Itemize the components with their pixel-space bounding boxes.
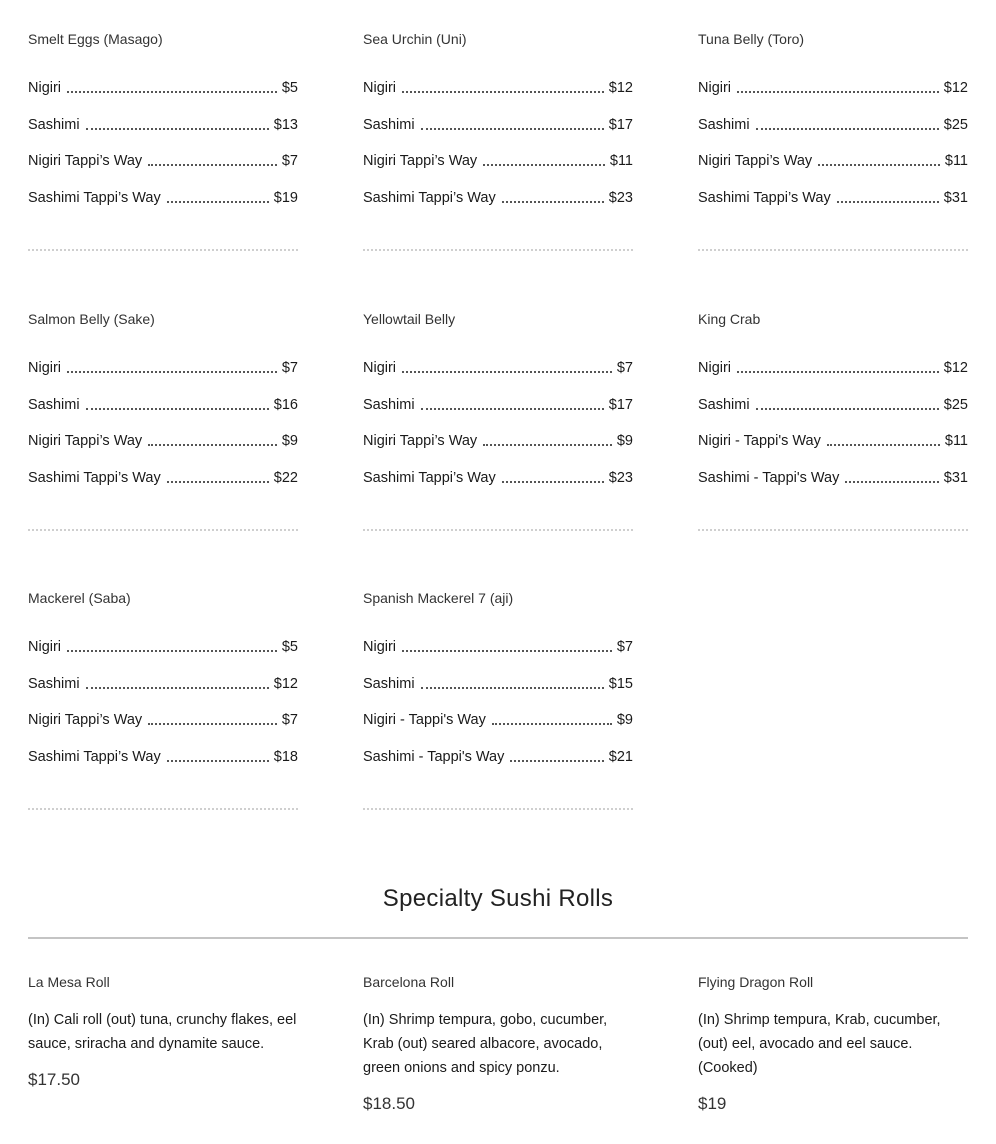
dot-leader xyxy=(67,91,277,93)
dot-leader xyxy=(737,371,939,373)
menu-section xyxy=(28,0,298,260)
dot-leader xyxy=(492,723,612,725)
dot-leader xyxy=(86,128,269,130)
menu-item-name: Sashimi Tappi’s Way xyxy=(698,190,831,206)
menu-item-name: Sashimi Tappi’s Way xyxy=(28,470,161,486)
menu-item xyxy=(28,674,298,694)
menu-item-price: $5 xyxy=(281,639,298,655)
menu-item-name: Sashimi Tappi’s Way xyxy=(28,190,161,206)
menu-item xyxy=(698,358,968,378)
menu-item-price: $9 xyxy=(616,712,633,728)
section-title: Smelt Eggs (Masago) xyxy=(28,31,163,47)
menu-item xyxy=(698,151,968,171)
menu-item-name: Sashimi xyxy=(363,676,415,692)
menu-item-price: $11 xyxy=(944,433,968,449)
dot-leader xyxy=(502,481,604,483)
dot-leader xyxy=(756,128,939,130)
dot-leader xyxy=(67,650,277,652)
menu-item-price: $23 xyxy=(608,190,633,206)
menu-item-name: Sashimi xyxy=(363,117,415,133)
dot-leader xyxy=(818,164,940,166)
menu-item xyxy=(698,431,968,451)
menu-item-price: $25 xyxy=(943,117,968,133)
section-title: Yellowtail Belly xyxy=(363,311,456,327)
menu-item-name: Nigiri Tappi’s Way xyxy=(363,433,478,449)
menu-item-name: Sashimi xyxy=(28,397,80,413)
roll-description: (In) Shrimp tempura, gobo, cucumber, Krab (out) seared albacore, avocado, green onions and spicy ponzu. xyxy=(363,1012,608,1076)
menu-item-name: Nigiri xyxy=(363,80,397,96)
menu-item xyxy=(28,637,298,657)
dot-leader xyxy=(737,91,939,93)
menu-item-name: Sashimi xyxy=(698,397,750,413)
roll-price: $17.50 xyxy=(28,1070,80,1089)
menu-item-price: $9 xyxy=(281,433,298,449)
menu-item-name: Sashimi Tappi’s Way xyxy=(363,470,496,486)
menu-item xyxy=(363,78,633,98)
dot-leader xyxy=(167,481,269,483)
section-divider xyxy=(28,249,298,251)
section-title: Tuna Belly (Toro) xyxy=(698,31,805,47)
dot-leader xyxy=(845,481,938,483)
menu-item xyxy=(363,358,633,378)
menu-item-name: Sashimi - Tappi's Way xyxy=(698,470,840,486)
menu-item-name: Nigiri Tappi’s Way xyxy=(28,433,143,449)
menu-item xyxy=(363,468,633,488)
menu-item-price: $22 xyxy=(273,470,298,486)
dot-leader xyxy=(483,164,605,166)
menu-item-name: Nigiri xyxy=(363,360,397,376)
menu-item-price: $5 xyxy=(281,80,298,96)
dot-leader xyxy=(167,201,269,203)
menu-item-price: $18 xyxy=(273,749,298,765)
menu-item xyxy=(28,151,298,171)
dot-leader xyxy=(402,371,612,373)
menu-item-price: $25 xyxy=(943,397,968,413)
menu-item xyxy=(363,637,633,657)
menu-item-price: $19 xyxy=(273,190,298,206)
menu-item-price: $31 xyxy=(943,190,968,206)
menu-item-price: $7 xyxy=(281,360,298,376)
menu-item-name: Nigiri xyxy=(28,639,62,655)
menu-item-price: $16 xyxy=(273,397,298,413)
dot-leader xyxy=(837,201,939,203)
dot-leader xyxy=(86,408,269,410)
menu-section xyxy=(363,280,633,540)
menu-item xyxy=(363,431,633,451)
menu-item-name: Nigiri Tappi’s Way xyxy=(363,153,478,169)
section-divider xyxy=(363,529,633,531)
dot-leader xyxy=(167,760,269,762)
section-title: Spanish Mackerel 7 (aji) xyxy=(363,590,514,606)
menu-item xyxy=(698,188,968,208)
section-divider xyxy=(698,249,968,251)
menu-item-name: Sashimi xyxy=(28,676,80,692)
menu-item-name: Nigiri xyxy=(698,80,732,96)
menu-item-name: Sashimi xyxy=(698,117,750,133)
roll-card-flying-dragon xyxy=(698,972,968,1114)
dot-leader xyxy=(421,687,604,689)
menu-item-price: $13 xyxy=(273,117,298,133)
menu-item-price: $31 xyxy=(943,470,968,486)
menu-item xyxy=(698,78,968,98)
menu-item-name: Sashimi xyxy=(28,117,80,133)
menu-item xyxy=(28,78,298,98)
dot-leader xyxy=(510,760,603,762)
menu-item xyxy=(698,468,968,488)
specialty-rolls-heading: Specialty Sushi Rolls xyxy=(382,885,614,912)
section-title: Salmon Belly (Sake) xyxy=(28,311,155,327)
menu-item-price: $7 xyxy=(616,639,633,655)
menu-item-name: Nigiri Tappi’s Way xyxy=(698,153,813,169)
roll-description: (In) Cali roll (out) tuna, crunchy flakes, eel sauce, sriracha and dynamite sauce. xyxy=(28,1012,297,1052)
menu-item xyxy=(28,188,298,208)
menu-item xyxy=(363,151,633,171)
menu-item-price: $17 xyxy=(608,117,633,133)
menu-item-price: $12 xyxy=(943,360,968,376)
menu-item-price: $12 xyxy=(273,676,298,692)
roll-price: $19 xyxy=(698,1094,727,1113)
menu-item-name: Sashimi Tappi’s Way xyxy=(363,190,496,206)
dot-leader xyxy=(148,723,277,725)
menu-item-price: $12 xyxy=(943,80,968,96)
menu-item-price: $11 xyxy=(609,153,633,169)
section-divider xyxy=(28,529,298,531)
menu-item-price: $7 xyxy=(281,712,298,728)
section-divider xyxy=(28,808,298,810)
dot-leader xyxy=(756,408,939,410)
menu-section xyxy=(28,559,298,819)
dot-leader xyxy=(421,408,604,410)
menu-item-price: $9 xyxy=(616,433,633,449)
dot-leader xyxy=(402,91,604,93)
menu-item xyxy=(363,395,633,415)
section-divider xyxy=(698,529,968,531)
menu-item xyxy=(28,747,298,767)
roll-card-la-mesa xyxy=(28,972,298,1090)
menu-item xyxy=(28,710,298,730)
menu-item xyxy=(698,395,968,415)
roll-name: La Mesa Roll xyxy=(28,974,110,990)
dot-leader xyxy=(483,444,612,446)
menu-item xyxy=(363,710,633,730)
menu-item xyxy=(28,431,298,451)
menu-item-name: Nigiri Tappi’s Way xyxy=(28,153,143,169)
menu-section xyxy=(698,0,968,260)
menu-item xyxy=(363,747,633,767)
specialty-divider xyxy=(28,937,968,939)
menu-item-name: Nigiri - Tappi's Way xyxy=(363,712,486,728)
section-divider xyxy=(363,808,633,810)
menu-item-price: $23 xyxy=(608,470,633,486)
menu-item xyxy=(28,358,298,378)
menu-item xyxy=(363,188,633,208)
section-title: Mackerel (Saba) xyxy=(28,590,131,606)
menu-section xyxy=(28,280,298,540)
menu-item-price: $12 xyxy=(608,80,633,96)
dot-leader xyxy=(148,444,277,446)
section-title: Sea Urchin (Uni) xyxy=(363,31,467,47)
roll-name: Flying Dragon Roll xyxy=(698,974,814,990)
menu-section xyxy=(363,559,633,819)
menu-item-name: Nigiri xyxy=(28,80,62,96)
menu-item-name: Nigiri xyxy=(363,639,397,655)
dot-leader xyxy=(402,650,612,652)
roll-price: $18.50 xyxy=(363,1094,415,1113)
menu-item-price: $15 xyxy=(608,676,633,692)
roll-card-barcelona xyxy=(363,972,633,1114)
menu-item-name: Nigiri - Tappi's Way xyxy=(698,433,821,449)
menu-item-name: Nigiri Tappi’s Way xyxy=(28,712,143,728)
menu-item-price: $17 xyxy=(608,397,633,413)
menu-section xyxy=(363,0,633,260)
section-title: King Crab xyxy=(698,311,761,327)
menu-item xyxy=(28,115,298,135)
section-divider xyxy=(363,249,633,251)
menu-item xyxy=(28,395,298,415)
dot-leader xyxy=(86,687,269,689)
menu-item xyxy=(363,674,633,694)
menu-section xyxy=(698,280,968,540)
menu-item-name: Sashimi xyxy=(363,397,415,413)
menu-item-price: $7 xyxy=(281,153,298,169)
dot-leader xyxy=(67,371,277,373)
menu-item xyxy=(698,115,968,135)
dot-leader xyxy=(827,444,940,446)
menu-item-price: $7 xyxy=(616,360,633,376)
roll-name: Barcelona Roll xyxy=(363,974,455,990)
dot-leader xyxy=(502,201,604,203)
roll-description: (In) Shrimp tempura, Krab, cucumber, (out) eel, avocado and eel sauce. (Cooked) xyxy=(698,1012,941,1076)
menu-item xyxy=(363,115,633,135)
dot-leader xyxy=(148,164,277,166)
menu-item-name: Nigiri xyxy=(698,360,732,376)
menu-item-name: Sashimi Tappi’s Way xyxy=(28,749,161,765)
menu-item-name: Sashimi - Tappi's Way xyxy=(363,749,505,765)
menu-item-price: $11 xyxy=(944,153,968,169)
menu-item-price: $21 xyxy=(608,749,633,765)
menu-item xyxy=(28,468,298,488)
dot-leader xyxy=(421,128,604,130)
menu-item-name: Nigiri xyxy=(28,360,62,376)
